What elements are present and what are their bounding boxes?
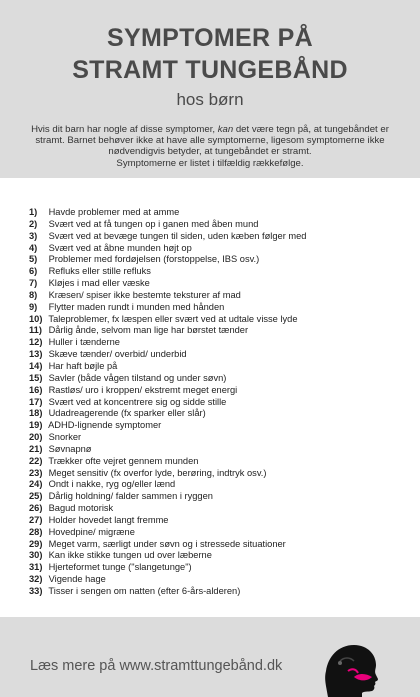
list-item-text: Meget sensitiv (fx overfor lyde, berøring, indtryk osv.) <box>48 467 267 478</box>
list-item-number: 22) <box>29 455 43 466</box>
list-item <box>29 432 409 444</box>
list-item-number: 4) <box>29 242 38 253</box>
list-item <box>29 491 409 503</box>
intro-text <box>18 124 402 169</box>
list-item-text: Huller i tænderne <box>48 337 120 348</box>
list-item-number: 10) <box>29 313 43 324</box>
list-item <box>29 574 409 586</box>
list-item-text: Kan ikke stikke tungen ud over læberne <box>48 550 212 561</box>
list-item <box>29 361 409 373</box>
list-item-text: Holder hovedet langt fremme <box>48 514 169 525</box>
list-item-text: Dårlig ånde, selvom man lige har børstet tænder <box>48 325 249 336</box>
list-item-number: 23) <box>29 467 43 478</box>
list-item-number: 32) <box>29 574 43 585</box>
list-item-text: Svært ved at bevæge tungen til siden, uden kæben følger med <box>48 230 307 241</box>
list-item <box>29 503 409 515</box>
intro-line-2: Symptomerne er listet i tilfældig rækkefølge. <box>116 157 304 169</box>
list-item-number: 2) <box>29 218 38 229</box>
list-item <box>29 278 409 290</box>
list-item <box>29 243 409 255</box>
list-item-text: Refluks eller stille refluks <box>48 266 151 277</box>
footer-link-text: Læs mere på www.stramttungebånd.dk <box>30 658 283 674</box>
list-item <box>29 550 409 562</box>
list-item-number: 7) <box>29 278 38 289</box>
list-item-number: 31) <box>29 562 43 573</box>
list-item <box>29 479 409 491</box>
list-item <box>29 515 409 527</box>
list-item <box>29 290 409 302</box>
list-item <box>29 302 409 314</box>
list-item-number: 18) <box>29 408 43 419</box>
list-item-number: 1) <box>29 207 38 217</box>
list-item-number: 30) <box>29 550 43 561</box>
list-item-text: Svært ved at koncentrere sig og sidde stille <box>48 396 227 407</box>
list-item-text: Tisser i sengen om natten (efter 6-års-alderen) <box>48 586 241 596</box>
subtitle: hos børn <box>176 90 244 109</box>
list-item <box>29 337 409 349</box>
list-item-text: Svært ved at få tungen op i ganen med åben mund <box>48 218 259 229</box>
list-item-text: Skæve tænder/ overbid/ underbid <box>48 349 187 360</box>
list-item <box>29 254 409 266</box>
list-item-text: Havde problemer med at amme <box>48 207 180 217</box>
list-item-number: 9) <box>29 301 38 312</box>
list-item-number: 8) <box>29 289 38 300</box>
list-item-number: 25) <box>29 491 43 502</box>
intro-part-1: Hvis dit barn har nogle af disse symptomer, <box>31 124 218 135</box>
list-item-text: Vigende hage <box>48 574 106 585</box>
list-item-text: Rastløs/ uro i kroppen/ ekstremt meget energi <box>48 384 238 395</box>
list-item-number: 6) <box>29 266 38 277</box>
list-item-number: 5) <box>29 254 38 265</box>
list-item-text: Bagud motorisk <box>48 503 114 514</box>
symptom-list <box>29 207 409 598</box>
footer-band <box>0 617 420 697</box>
list-item <box>29 527 409 539</box>
list-item-text: Trækker ofte vejret gennem munden <box>48 455 199 466</box>
list-item-text: Kræsen/ spiser ikke bestemte teksturer af mad <box>48 289 241 300</box>
list-item-text: Svært ved at åbne munden højt op <box>48 242 192 253</box>
list-item-number: 20) <box>29 432 43 443</box>
head-profile-icon <box>320 635 380 697</box>
list-item-text: ADHD-lignende symptomer <box>48 420 162 431</box>
header-band <box>0 0 420 178</box>
list-item <box>29 468 409 480</box>
list-item-number: 15) <box>29 372 43 383</box>
list-item-number: 11) <box>29 325 42 336</box>
list-item-text: Dårlig holdning/ falder sammen i ryggen <box>48 491 213 502</box>
title-line-2: STRAMT TUNGEBÅND <box>72 56 348 84</box>
intro-italic: kan <box>217 124 234 135</box>
list-item <box>29 325 409 337</box>
list-item <box>29 397 409 409</box>
list-item <box>29 266 409 278</box>
list-item-text: Snorker <box>48 432 82 443</box>
list-item-number: 3) <box>29 230 38 241</box>
list-item <box>29 408 409 420</box>
list-item-number: 21) <box>29 443 43 454</box>
list-item-text: Ondt i nakke, ryg og/eller lænd <box>48 479 176 490</box>
list-item <box>29 444 409 456</box>
list-item <box>29 314 409 326</box>
list-item-text: Taleproblemer, fx læspen eller svært ved at udtale visse lyde <box>48 313 298 324</box>
title-line-1: SYMPTOMER PÅ <box>107 24 313 52</box>
list-item <box>29 385 409 397</box>
list-item-text: Søvnapnø <box>48 443 92 454</box>
list-item <box>29 219 409 231</box>
list-item-number: 12) <box>29 337 43 348</box>
list-item <box>29 231 409 243</box>
list-item-number: 24) <box>29 479 43 490</box>
list-item-number: 28) <box>29 526 43 537</box>
list-item <box>29 586 409 598</box>
list-item <box>29 562 409 574</box>
list-item-text: Savler (både vågen tilstand og under søvn) <box>48 372 227 383</box>
list-item <box>29 539 409 551</box>
list-item-text: Kløjes i mad eller væske <box>48 278 150 289</box>
list-item-text: Udadreagerende (fx sparker eller slår) <box>48 408 206 419</box>
list-item-text: Har haft bøjle på <box>48 360 118 371</box>
list-item <box>29 207 409 219</box>
list-item-number: 13) <box>29 349 43 360</box>
list-item <box>29 373 409 385</box>
list-item-number: 17) <box>29 396 43 407</box>
intro-part-2: det være tegn på, at tungebåndet er stramt. Barnet behøver ikke at have alle symptomerne, ligesom symptomerne ikke nødvendigvis betyder, at tungebåndet er stramt. <box>35 124 389 158</box>
list-item <box>29 456 409 468</box>
list-item-number: 26) <box>29 503 43 514</box>
list-item <box>29 349 409 361</box>
list-item-text: Hjerteformet tunge ("slangetunge") <box>48 562 192 573</box>
list-item-number: 19) <box>29 420 43 431</box>
list-item-text: Flytter maden rundt i munden med hånden <box>48 301 225 312</box>
list-item-number: 14) <box>29 360 43 371</box>
list-item-number: 16) <box>29 384 43 395</box>
list-item-number: 27) <box>29 514 43 525</box>
list-item-number: 33) <box>29 586 43 596</box>
list-item-text: Hovedpine/ migræne <box>48 526 135 537</box>
list-item <box>29 420 409 432</box>
list-item-text: Problemer med fordøjelsen (forstoppelse, IBS osv.) <box>48 254 260 265</box>
list-item-number: 29) <box>29 538 43 549</box>
list-item-text: Meget varm, særligt under søvn og i stressede situationer <box>48 538 286 549</box>
